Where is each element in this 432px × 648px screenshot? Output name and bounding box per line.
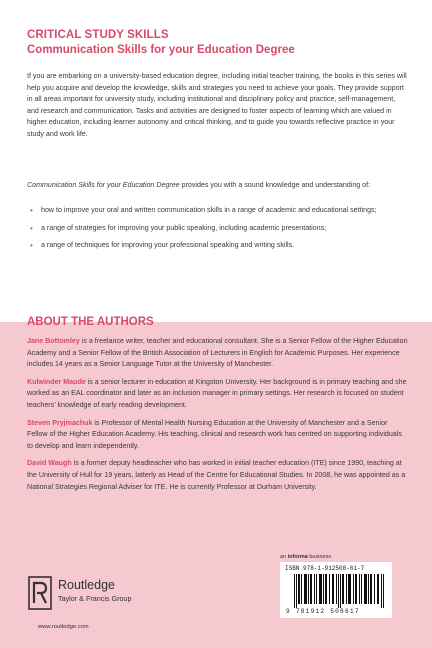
bullet-icon: • [30, 241, 33, 251]
barcode-number: 9 781912 508617 [286, 608, 360, 615]
bullet-text: a range of techniques for improving your professional speaking and writing skills. [41, 241, 295, 250]
tag-bold: informa [287, 554, 308, 560]
routledge-logo-icon [28, 576, 52, 610]
barcode-box [280, 562, 392, 618]
lead-book-title: Communication Skills for your Education Degree [27, 181, 180, 189]
book-title: Communication Skills for your Education Degree [27, 44, 295, 56]
author-bio-text: is a senior lecturer in education at Kingston University. Her background is in primary teaching and she worked as an EAL coordinator and later as an inclusion manager in primary settings. Her research is focused on student teachers’ knowledge of early reading development. [27, 377, 407, 409]
author-bio [27, 336, 409, 371]
tag-prefix: an [280, 554, 288, 560]
list-item [27, 240, 407, 252]
author-name: Steven Pryjmachuk [27, 418, 93, 427]
bullet-text: how to improve your oral and written communication skills in a range of academic and educational settings; [41, 206, 377, 214]
publisher-website: www.routledge.com [38, 624, 89, 630]
publisher-name: Routledge [58, 578, 115, 592]
barcode-icon [294, 574, 386, 608]
list-item [27, 223, 407, 235]
authors-section [27, 336, 409, 499]
author-bio-text: is a former deputy headteacher who has worked in initial teacher education (ITE) since 1990, teaching at the University of Hull for 19 years, latterly as Head of the Centre for Educational Studies. In 2008, he was appointed as a National Strategies Regional Adviser for ITE. He is currently Professor at Durham University. [27, 459, 406, 491]
publisher-subtitle: Taylor & Francis Group [58, 594, 132, 603]
intro-paragraph: If you are embarking on a university-based education degree, including initial teacher training, the books in this series will help you acquire and develop the knowledge, skills and strategies you need to achieve your goals. They provide support in all areas important for university study, including institutional and disciplinary policy and practice, self-management, and research and communication. Tasks and activities are designed to foster aspects of learning which are valued in higher education, including learner autonomy and critical thinking, and to guide you towards reflective practice in your study and work life. [27, 72, 407, 138]
lead-rest: provides you with a sound knowledge and understanding of: [179, 181, 371, 189]
author-bio-text: is a freelance writer, teacher and educational consultant. She is a Senior Fellow of the Higher Education Academy and a Senior Fellow of the British Association of Lecturers in English for Academic Purposes. Her experience includes 14 years as a Senior Language Tutor at the University of Manchester. [27, 337, 408, 369]
bullet-icon: • [30, 206, 33, 215]
informa-tagline [280, 554, 331, 560]
author-bio [27, 377, 409, 412]
lead-sentence [27, 180, 407, 192]
author-bio-text: is Professor of Mental Health Nursing Education at the University of Manchester and a Senior Fellow of the Higher Education Academy. His teaching, clinical and research work has centred on supporting individuals to develop and learn independently. [27, 418, 402, 450]
author-bio [27, 418, 409, 453]
author-name: Kulwinder Maude [27, 377, 86, 386]
bullet-icon: • [30, 223, 33, 233]
about-authors-heading: ABOUT THE AUTHORS [27, 316, 154, 328]
author-bio [27, 458, 409, 493]
author-name: Jane Bottomley [27, 337, 80, 345]
bullet-list [27, 205, 407, 258]
tag-suffix: business [307, 554, 332, 560]
isbn-text: ISBN 978-1-912508-61-7 [285, 565, 365, 572]
series-title: CRITICAL STUDY SKILLS [27, 29, 169, 41]
bullet-text: a range of strategies for improving your public speaking, including academic presentations; [41, 223, 327, 232]
author-name: David Waugh [27, 459, 72, 468]
list-item [27, 205, 407, 217]
